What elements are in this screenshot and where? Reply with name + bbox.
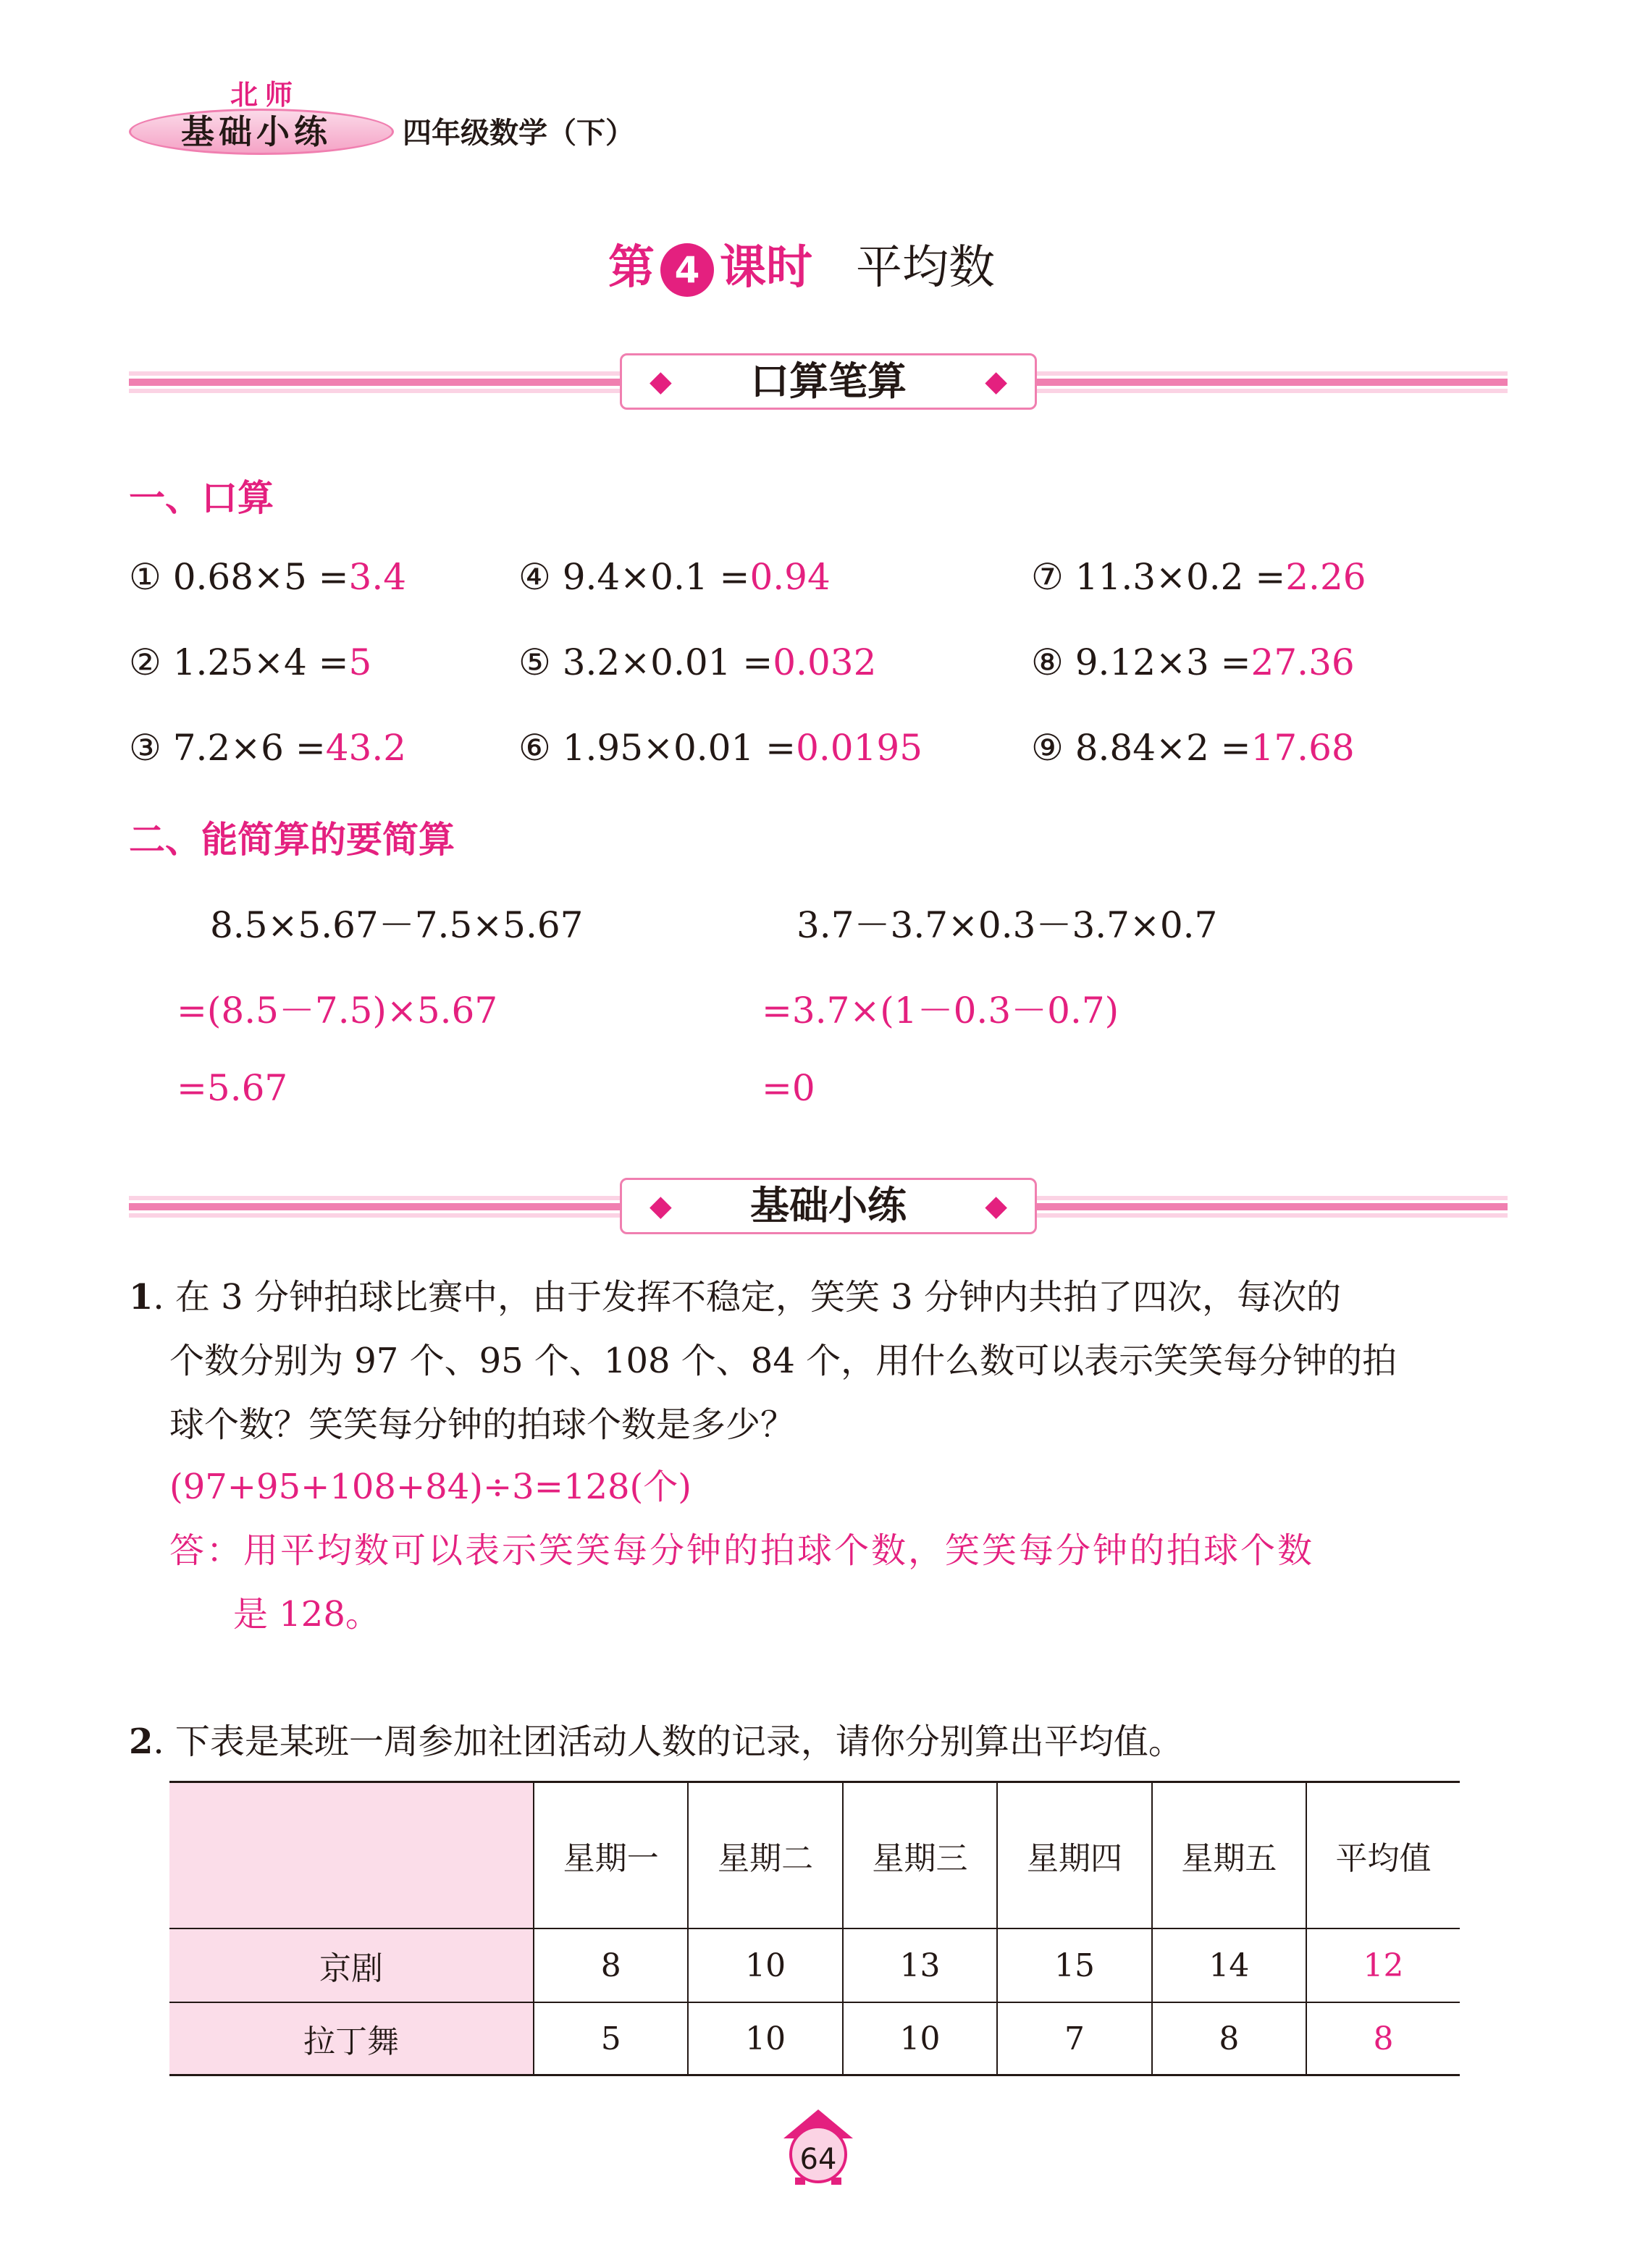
calc-item [518, 641, 876, 683]
table-cell: 13 [843, 1928, 997, 2002]
table-average-cell: 8 [1306, 2002, 1460, 2075]
calc-answer: 5 [348, 641, 372, 683]
diamond-icon: ◆ [650, 365, 672, 398]
table-cell: 7 [997, 2002, 1151, 2075]
section-title-box [620, 1178, 1037, 1234]
table-cell: 5 [534, 2002, 688, 2075]
calc-item [129, 641, 371, 683]
lesson-topic: 平均数 [856, 241, 995, 295]
calc-question: ③ 7.2×6 = [129, 727, 326, 769]
question-1-work: (97+95+108+84)÷3=128(个) [169, 1467, 692, 1507]
lesson-suffix: 课时 [720, 241, 812, 295]
simplify-right-step2: =0 [762, 1067, 815, 1109]
part2-heading: 二、能简算的要简算 [129, 819, 455, 861]
simplify-left-step1: =(8.5－7.5)×5.67 [177, 990, 498, 1032]
calc-question: ⑤ 3.2×0.01 = [518, 641, 773, 683]
lesson-number-badge: 4 [660, 243, 714, 297]
calc-answer: 17.68 [1251, 727, 1355, 769]
part1-heading: 一、口算 [129, 477, 274, 519]
section-title-box [620, 353, 1037, 410]
calc-answer: 0.0195 [796, 727, 923, 769]
table-header-cell: 星期一 [534, 1782, 688, 1929]
simplify-left-expr: 8.5×5.67－7.5×5.67 [210, 904, 584, 946]
calc-answer: 0.032 [773, 641, 877, 683]
lesson-title [608, 230, 995, 297]
simplify-left-step2: =5.67 [177, 1067, 288, 1109]
table-cell: 10 [843, 2002, 997, 2075]
diamond-icon: ◆ [985, 1189, 1007, 1223]
table-header-cell: 星期四 [997, 1782, 1151, 1929]
question-2 [129, 1710, 1183, 1774]
calc-item [1031, 556, 1366, 598]
question-number: 2 [129, 1721, 154, 1762]
table-header-cell: 星期五 [1152, 1782, 1306, 1929]
club-attendance-table [169, 1781, 1460, 2076]
table-average-cell: 12 [1306, 1928, 1460, 2002]
table-cell: 8 [1152, 2002, 1306, 2075]
grade-label: 四年级数学（下） [403, 117, 634, 150]
calc-item [518, 727, 922, 769]
brand-top-text: 北师 [230, 79, 300, 111]
calc-question: ④ 9.4×0.1 = [518, 556, 750, 598]
calc-answer: 0.94 [749, 556, 831, 598]
table-header-cell: 星期二 [688, 1782, 842, 1929]
calc-question: ⑨ 8.84×2 = [1031, 727, 1251, 769]
calc-question: ⑧ 9.12×3 = [1031, 641, 1251, 683]
calc-answer: 27.36 [1251, 641, 1355, 683]
calc-answer: 2.26 [1285, 556, 1366, 598]
calc-question: ② 1.25×4 = [129, 641, 349, 683]
question-number: 1 [129, 1277, 154, 1318]
table-row-label: 京剧 [169, 1928, 534, 2002]
question-text: . 下表是某班一周参加社团活动人数的记录，请你分别算出平均值。 [153, 1721, 1183, 1762]
question-1-line1 [129, 1265, 1341, 1329]
table-cell: 10 [688, 2002, 842, 2075]
section-title: 口算笔算 [750, 358, 907, 404]
table-cell: 15 [997, 1928, 1151, 2002]
table-row-label: 拉丁舞 [169, 2002, 534, 2075]
section-title: 基础小练 [750, 1183, 907, 1228]
calc-question: ⑦ 11.3×0.2 = [1031, 556, 1286, 598]
table-header-cell: 平均值 [1306, 1782, 1460, 1929]
calc-answer: 43.2 [325, 727, 407, 769]
calc-item [129, 727, 406, 769]
diamond-icon: ◆ [985, 365, 1007, 398]
simplify-right-step1: =3.7×(1－0.3－0.7) [762, 990, 1119, 1032]
calc-question: ⑥ 1.95×0.01 = [518, 727, 797, 769]
calc-item [1031, 727, 1355, 769]
table-header-cell: 星期三 [843, 1782, 997, 1929]
question-1-line2: 个数分别为 97 个、95 个、108 个、84 个，用什么数可以表示笑笑每分钟的拍 [169, 1341, 1397, 1381]
question-text: . 在 3 分钟拍球比赛中，由于发挥不稳定，笑笑 3 分钟内共拍了四次，每次的 [153, 1277, 1342, 1318]
simplify-right-expr: 3.7－3.7×0.3－3.7×0.7 [797, 904, 1218, 946]
table-row [169, 1928, 1460, 2002]
question-1-answer-line1: 答：用平均数可以表示笑笑每分钟的拍球个数，笑笑每分钟的拍球个数 [169, 1530, 1315, 1571]
question-1-answer-line2: 是 128。 [233, 1594, 380, 1635]
diamond-icon: ◆ [650, 1189, 672, 1223]
calc-item [1031, 641, 1355, 683]
lesson-prefix: 第 [608, 241, 655, 295]
table-header-cell [169, 1782, 534, 1929]
calc-item [129, 556, 406, 598]
table-header-row [169, 1782, 1460, 1929]
table-cell: 14 [1152, 1928, 1306, 2002]
page-number: 64 [799, 2143, 837, 2176]
question-1-line3: 球个数？笑笑每分钟的拍球个数是多少？ [169, 1404, 796, 1445]
table-row [169, 2002, 1460, 2075]
calc-question: ① 0.68×5 = [129, 556, 349, 598]
table-cell: 8 [534, 1928, 688, 2002]
brand-main-text: 基础小练 [181, 112, 332, 151]
calc-answer: 3.4 [348, 556, 407, 598]
calc-item [518, 556, 831, 598]
table-cell: 10 [688, 1928, 842, 2002]
